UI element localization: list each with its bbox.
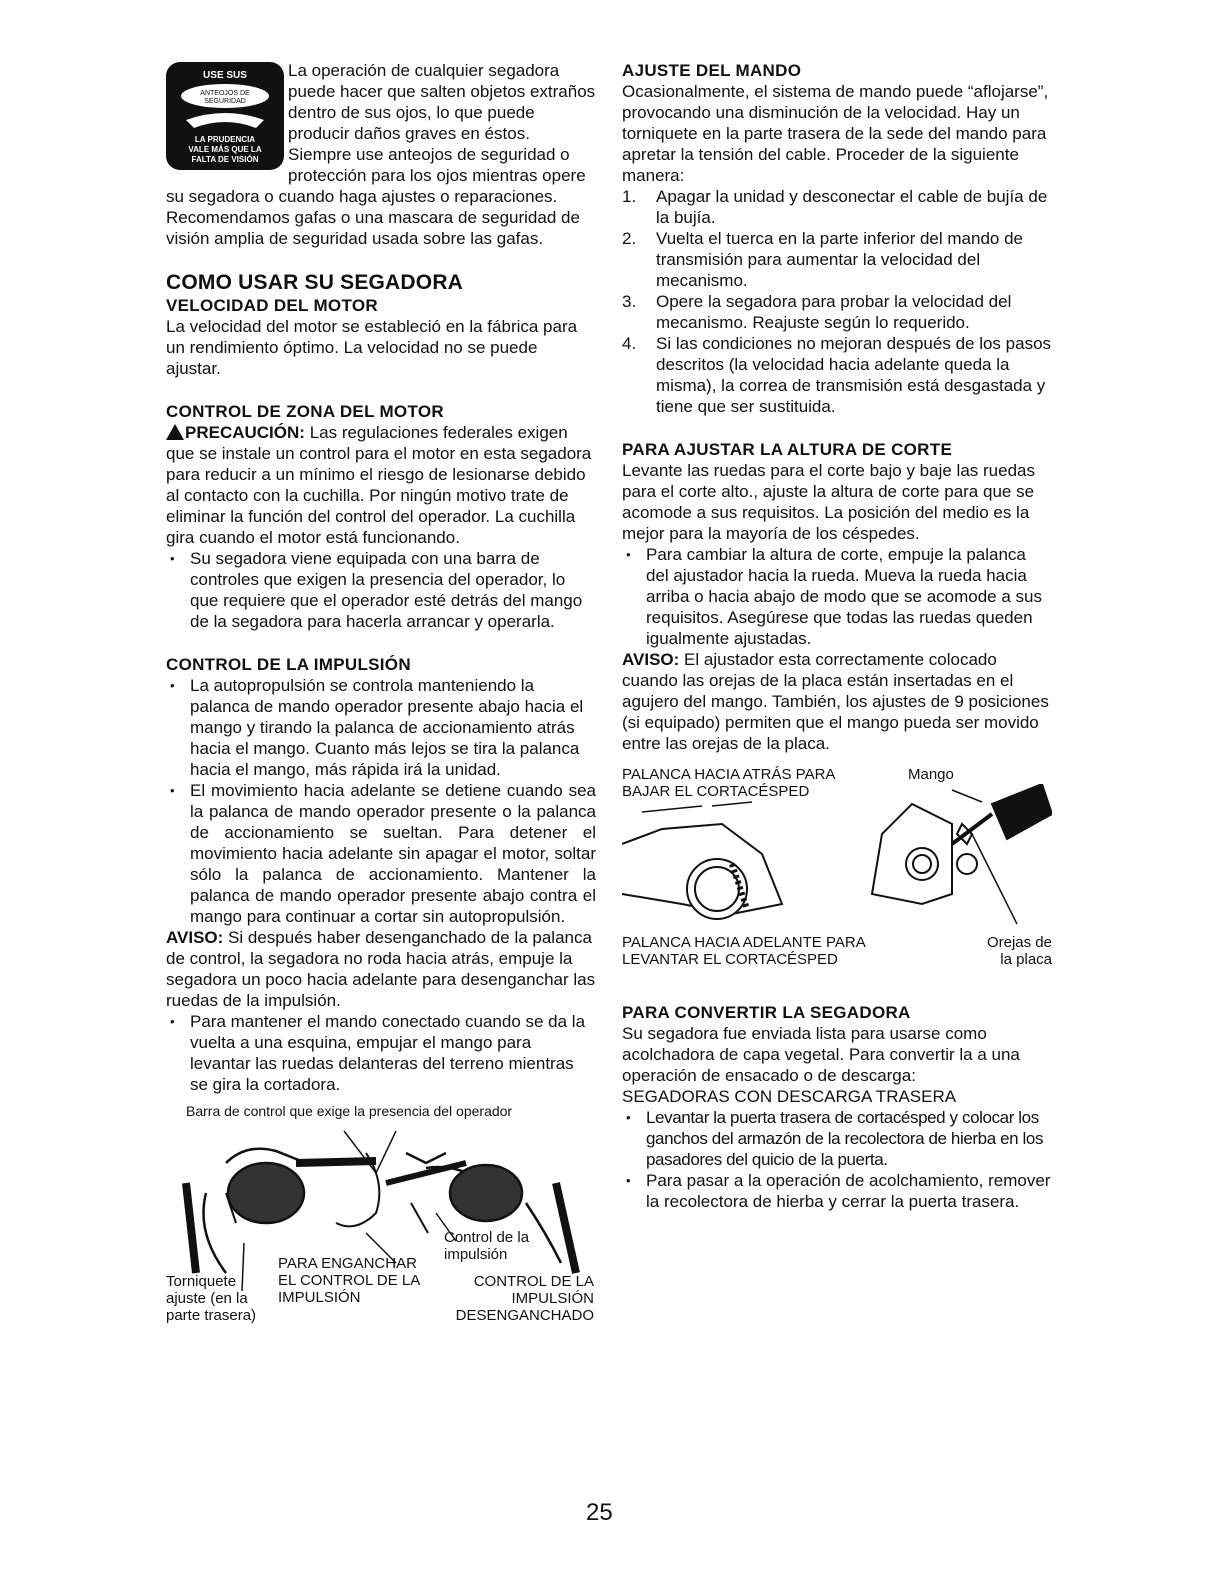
height-text: Levante las ruedas para el corte bajo y baje las ruedas para el corte alto., ajuste la altura de corte para que se acomode a sus requisitos. La posición del medio es la mejor para la mayoría de los céspedes. (622, 461, 1035, 543)
speed-text: La velocidad del motor se estableció en la fábrica para un rendimiento óptimo. La velocidad no se puede ajustar. (166, 317, 578, 378)
adjust-title: AJUSTE DEL MANDO (622, 61, 802, 80)
left-column (166, 60, 596, 1351)
aviso-label: AVISO: (166, 928, 224, 947)
zone-list (166, 548, 596, 632)
drive-aviso (166, 927, 596, 1011)
right-column (622, 60, 1052, 1212)
fig-engage-label: PARA ENGANCHAR EL CONTROL DE LA IMPULSIÓN (278, 1255, 420, 1306)
height-list (622, 544, 1052, 649)
fig-mango-label: Mango (908, 766, 954, 783)
convert-list (622, 1107, 1052, 1212)
list-item: • Para mantener el mando conectado cuando se da la vuelta a una esquina, empujar el mango para levantar las ruedas delanteras del terreno mientras se gira la cortadora. (166, 1011, 596, 1095)
aviso-text: El ajustador esta correctamente colocado cuando las orejas de la placa están insertadas en el agujero del mango. También, los ajustes de 9 posiciones (si equipado) permiten que el mango pueda ser movido entre las orejas de la placa. (622, 650, 1049, 753)
main-title: COMO USAR SU SEGADORA (166, 271, 464, 294)
zone-title: CONTROL DE ZONA DEL MOTOR (166, 402, 444, 421)
fig-ears-label: Orejas de la placa (986, 934, 1052, 968)
fig-disengaged-label: CONTROL DE LA IMPULSIÓN DESENGANCHADO (455, 1273, 594, 1324)
warning-triangle-icon (166, 424, 184, 440)
adjust-steps (622, 186, 1052, 417)
convert-text: Su segadora fue enviada lista para usarse como acolchadora de capa vegetal. Para convertir la a una operación de ensacado o de descarga: (622, 1024, 1020, 1085)
caution-label: PRECAUCIÓN: (185, 423, 305, 442)
drive-list-2 (166, 1011, 596, 1095)
height-adjust-figure (622, 766, 1052, 988)
list-item: 4. Si las condiciones no mejoran después de los pasos descritos (la velocidad hacia adelante queda la misma), la correa de transmisión está desgastada y tiene que ser sustituida. (622, 334, 1052, 416)
intro-text: La operación de cualquier segadora puede hacer que salten objetos extraños dentro de sus ojos, lo que puede producir daños graves en éstos. Siempre use anteojos de seguridad o protección para los ojos mientras opere su segadora o cuando haga ajustes o reparaciones. Recomendamos gafas o una mascara de seguridad de visión amplia de seguridad usada sobre las gafas. (166, 61, 596, 248)
caution-paragraph (166, 422, 596, 548)
safety-glasses-badge-icon (166, 62, 284, 170)
badge-top-text: USE SUS (203, 70, 247, 81)
convert-subtitle: SEGADORAS CON DESCARGA TRASERA (622, 1087, 957, 1106)
height-title: PARA AJUSTAR LA ALTURA DE CORTE (622, 440, 953, 459)
svg-text:ANTEOJOS DE: ANTEOJOS DE (200, 90, 250, 97)
list-item: • Para cambiar la altura de corte, empuje la palanca del ajustador hacia la rueda. Mueva la rueda hacia arriba o hacia abajo de modo que se acomode a sus requisitos. Asegúrese que todas las ruedas queden igualmente ajustadas. (622, 544, 1052, 649)
fig-lower-label: PALANCA HACIA ATRÁS PARA BAJAR EL CORTACÉSPED (622, 766, 835, 800)
aviso-text: Si después haber desenganchado de la palanca de control, la segadora no roda hacia atrás, empuje la segadora un poco hacia adelante para desenganchar las ruedas de la impulsión. (166, 928, 596, 1010)
fig-control-label: Control de la impulsión (444, 1229, 530, 1263)
list-item: 1. Apagar la unidad y desconectar el cable de bujía de la bujía. (622, 187, 1048, 227)
adjust-text: Ocasionalmente, el sistema de mando puede “aflojarse”, provocando una disminución de la velocidad. Hay un torniquete en la parte trasera de la sede del mando para apretar la tensión del cable. Proceder de la siguiente manera: (622, 82, 1049, 185)
height-adjuster-illustration (622, 784, 1052, 934)
svg-text:FALTA DE VISIÓN: FALTA DE VISIÓN (191, 155, 259, 164)
fig-raise-label: PALANCA HACIA ADELANTE PARA LEVANTAR EL CORTACÉSPED (622, 934, 865, 968)
svg-text:VALE MÁS QUE LA: VALE MÁS QUE LA (188, 145, 262, 154)
list-item: • La autopropulsión se controla manteniendo la palanca de mando operador presente abajo hacia el mango y tirando la palanca de accionamiento atrás hacia el mango. Cuanto más lejos se tira la palanca hacia el mango, más rápida irá la unidad. (166, 675, 596, 780)
list-item: • El movimiento hacia adelante se detiene cuando sea la palanca de mando operador presente o la palanca de accionamiento se sueltan. Para detener el movimiento hacia adelante sin apagar el motor, soltar sólo la palanca de accionamiento. Mantener la palanca de mando operador presente abajo contra el mango para continuar a cortar sin autopropulsión. (166, 780, 596, 927)
fig-tourniquet-label: Torniquete ajuste (en la parte trasera) (166, 1273, 257, 1324)
list-item: 2. Vuelta el tuerca en la parte inferior del mando de transmisión para aumentar la velocidad del mecanismo. (622, 229, 1023, 290)
fig-caption: Barra de control que exige la presencia del operador (186, 1103, 513, 1119)
drive-control-figure (166, 1101, 596, 1351)
drive-title: CONTROL DE LA IMPULSIÓN (166, 655, 411, 674)
caution-text: Las regulaciones federales exigen que se instale un control para el motor en esta segadora para reducir a un mínimo el riesgo de lesionarse debido al contacto con la cuchilla. Por ningún motivo trate de eliminar la función del control del operador. La cuchilla gira cuando el motor está funcionando. (166, 423, 592, 547)
svg-text:SEGURIDAD: SEGURIDAD (204, 98, 246, 105)
drive-list (166, 675, 596, 927)
aviso-label: AVISO: (622, 650, 680, 669)
list-item: • Levantar la puerta trasera de cortacésped y colocar los ganchos del armazón de la recolectora de hierba en los pasadores del quicio de la puerta. (622, 1107, 1052, 1170)
speed-title: VELOCIDAD DEL MOTOR (166, 296, 378, 315)
list-item: • Su segadora viene equipada con una barra de controles que exigen la presencia del operador, lo que requiere que el operador esté detrás del mango de la segadora para hacerla arrancar y operarla. (166, 548, 596, 632)
svg-text:LA PRUDENCIA: LA PRUDENCIA (194, 135, 256, 144)
convert-title: PARA CONVERTIR LA SEGADORA (622, 1003, 911, 1022)
list-item: • Para pasar a la operación de acolchamiento, remover la recolectora de hierba y cerrar la puerta trasera. (622, 1170, 1052, 1212)
page-number: 25 (586, 1499, 613, 1526)
list-item: 3. Opere la segadora para probar la velocidad del mecanismo. Reajuste según lo requerido. (622, 292, 1012, 332)
height-aviso (622, 649, 1052, 754)
